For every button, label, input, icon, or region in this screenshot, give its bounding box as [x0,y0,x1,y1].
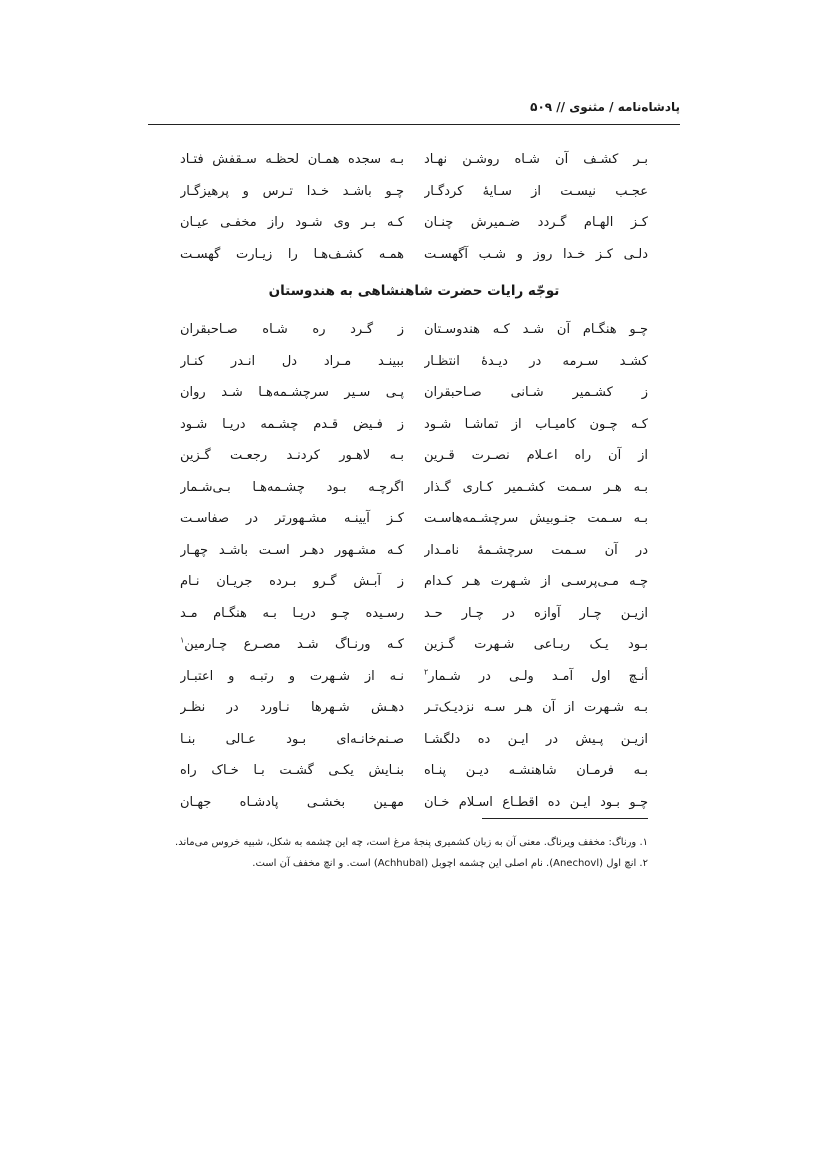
verse-text: اگرچـه بـود چشـمه‌هـا بـی‌شـمار [180,479,404,495]
hemistich-left [180,724,404,756]
couplet [180,207,648,239]
verse-text: ازیـن چـار آوازه در چـار حـد [424,605,648,621]
verse-text: کـه بـر وی شـود راز مخفـی عیـان [180,215,404,230]
hemistich-right [424,176,648,208]
hemistich-left [180,207,404,239]
verse-text: بـود یـک ربـاعی شـهرت گـزین [424,637,648,652]
verse-text: أنـچ اول آمـد ولـی در شـمار [428,668,648,684]
couplet [180,239,648,271]
hemistich-right [424,346,648,378]
hemistich-right [424,472,648,504]
hemistich-right [424,755,648,787]
hemistich-right [424,144,648,176]
header-rule [148,124,680,125]
verse-text: کـه ورنـاگ شـد مصـرع چـارمین [184,637,404,652]
couplet [180,535,648,567]
verse-text: بـه هـر سـمت کشـمیر کـاری گـذار [424,479,648,495]
hemistich-right [424,503,648,535]
couplet [180,598,648,630]
couplet [180,787,648,819]
verse-text: بـر کشـف آن شـاه روشـن نهـاد [424,152,648,167]
verse-text: کـه چـون کامیـاب از تماشـا شـود [424,416,648,432]
hemistich-right [424,629,648,661]
verse-text: ز آبـش گـرو بـرده جریـان نـام [180,574,404,589]
hemistich-right [424,787,648,819]
footnote-1: ۱. ورناگ: مخفف ویرناگ. معنی آن به زبان کشمیری پنجهٔ مرغ است، چه این چشمه به شکل، شبیه خروس می‌ماند. [175,837,648,848]
verse-text: چـه مـی‌پرسـی از شـهرت هـر کـدام [424,574,648,589]
hemistich-left [180,755,404,787]
verse-text: ز کشـمیر شـانی صـاحبقران [424,385,648,400]
main-stanza [180,314,648,818]
hemistich-right [424,314,648,346]
hemistich-left [180,787,404,819]
hemistich-left [180,566,404,598]
verse-text: چـو باشـد خـدا تـرس و پرهیزگـار [180,183,404,199]
verse-text: بـه فرمـان شاهنشـه دیـن پنـاه [424,763,648,778]
footnote-marker: ۲ [424,667,429,677]
couplet [180,755,648,787]
verse-text: کـز آیینـه مشـهورتر در صفاسـت [180,511,404,526]
couplet [180,144,648,176]
verse-text: کـه مشـهور دهـر اسـت باشـد چهـار [180,542,404,558]
hemistich-left [180,503,404,535]
couplet [180,176,648,208]
hemistich-left [180,440,404,472]
hemistich-right [424,535,648,567]
hemistich-left [180,472,404,504]
hemistich-right [424,207,648,239]
verse-text: کـز الهـام گـردد ضـمیرش چنـان [424,215,648,230]
couplet [180,724,648,756]
section-title: توجّه رایات حضرت شاهنشاهی به هندوستان [268,283,560,299]
hemistich-right [424,440,648,472]
verse-text: بـه لاهـور کردنـد رجعـت گـزین [180,448,404,463]
couplet [180,566,648,598]
couplet [180,377,648,409]
verse-text: دهـش شـهرها نـاورد در نظـر [180,700,404,715]
verse-text: بـه سـمت جنـوبیش سرچشـمه‌هاسـت [424,511,648,526]
couplet [180,661,648,693]
verse-text: بنـایش یکـی گشـت بـا خـاک راه [180,763,404,778]
couplet [180,409,648,441]
hemistich-right [424,598,648,630]
couplet [180,346,648,378]
couplet [180,472,648,504]
couplet [180,629,648,661]
hemistich-right [424,661,648,693]
verse-text: مهـین بخشـی پادشـاه جهـان [180,794,404,810]
verse-text: بـه شـهرت از آن هـر سـه نزدیـک‌تـر [424,700,648,715]
hemistich-left [180,346,404,378]
footnote-marker: ۱ [180,635,185,645]
hemistich-left [180,535,404,567]
verse-text: چـو بـود ایـن ده اقطـاع اسـلام خـان [424,794,648,810]
hemistich-left [180,598,404,630]
verse-text: عجـب نیسـت از سـایهٔ کردگـار [424,183,648,199]
hemistich-left [180,377,404,409]
verse-text: در آن سـمت سرچشـمهٔ نامـدار [424,542,648,558]
verse-text: صـنم‌خانـه‌ای بـود عـالی بنـا [180,731,404,747]
hemistich-left [180,661,404,693]
hemistich-right [424,409,648,441]
couplet [180,440,648,472]
verse-text: کشـد سـرمه در دیـدهٔ انتظـار [424,353,648,369]
hemistich-left [180,314,404,346]
verse-text: همـه کشـف‌هـا را زیـارت گهسـت [180,246,404,262]
hemistich-left [180,629,404,661]
running-head: پادشاه‌نامه / مثنوی // ۵۰۹ [530,100,680,114]
hemistich-left [180,144,404,176]
verse-text: پـی سـیر سرچشـمه‌هـا شـد روان [180,385,404,400]
footnote-2: ۲. انچ اول (Anechovl). نام اصلی این چشمه اچوبل (Achhubal) است. و انچ مخفف آن است. [252,858,648,869]
hemistich-right [424,566,648,598]
footnote-rule [482,818,648,819]
verse-text: رسـیده چـو دریـا بـه هنگـام مـد [180,605,404,621]
hemistich-right [424,377,648,409]
verse-text: بـه سجده همـان لحظـه سـقفش فتـاد [180,152,404,167]
hemistich-left [180,176,404,208]
couplet [180,314,648,346]
couplet [180,692,648,724]
verse-text: ز فـیض قـدم چشـمه دریـا شـود [180,416,404,432]
verse-text: ازیـن پـیش در ایـن ده دلگشـا [424,731,648,747]
hemistich-left [180,692,404,724]
hemistich-left [180,239,404,271]
verse-text: چـو هنگـام آن شـد کـه هندوسـتان [424,322,648,337]
verse-text: ز گـرد ره شـاه صـاحبقران [180,322,404,337]
top-stanza [180,144,648,270]
verse-text: ببینـد مـراد دل انـدر کنـار [180,353,404,369]
hemistich-right [424,239,648,271]
hemistich-left [180,409,404,441]
couplet [180,503,648,535]
verse-text: دلـی کـز خـدا روز و شـب آگهسـت [424,246,648,262]
verse-text: نـه از شـهرت و رتبـه و اعتبـار [180,668,404,684]
footnotes [150,832,648,874]
verse-text: از آن راه اعـلام نصـرت قـرین [424,448,648,463]
hemistich-right [424,692,648,724]
hemistich-right [424,724,648,756]
